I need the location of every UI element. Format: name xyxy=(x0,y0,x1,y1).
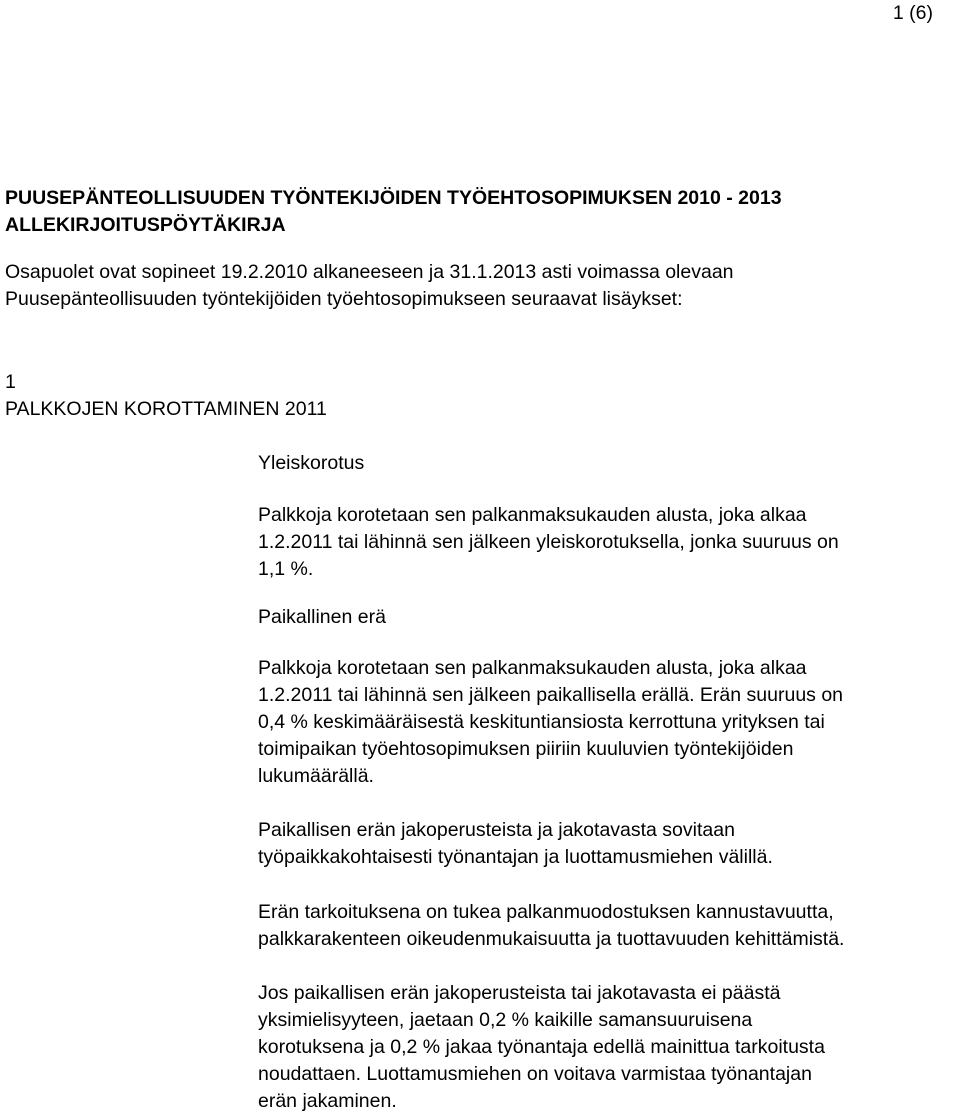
section-number: 1 xyxy=(5,371,16,393)
document-title xyxy=(5,185,782,239)
subheading-general-raise: Yleiskorotus xyxy=(258,452,365,474)
paragraph-line: noudattaen. Luottamusmiehen on voitava varmistaa työnantajan xyxy=(258,1063,812,1085)
paragraph-line: Jos paikallisen erän jakoperusteista tai jakotavasta ei päästä xyxy=(258,982,781,1004)
paragraph-line: erän jakaminen. xyxy=(258,1090,397,1112)
paragraph-line: 1.2.2011 tai lähinnä sen jälkeen yleiskorotuksella, jonka suuruus on xyxy=(258,531,839,553)
local-pot-paragraph-4 xyxy=(258,980,825,1115)
paragraph-line: työpaikkakohtaisesti työnantajan ja luottamusmiehen välillä. xyxy=(258,846,773,868)
section-title: PALKKOJEN KOROTTAMINEN 2011 xyxy=(5,398,327,420)
document-title-line: PUUSEPÄNTEOLLISUUDEN TYÖNTEKIJÖIDEN TYÖEHTOSOPIMUKSEN 2010 - 2013 xyxy=(5,187,782,209)
paragraph-line: 0,4 % keskimääräisestä keskituntiansiosta kerrottuna yrityksen tai xyxy=(258,711,825,733)
intro-paragraph xyxy=(5,259,734,313)
paragraph-line: Palkkoja korotetaan sen palkanmaksukauden alusta, joka alkaa xyxy=(258,657,807,679)
paragraph-line: 1,1 %. xyxy=(258,558,314,580)
paragraph-line: Erän tarkoituksena on tukea palkanmuodostuksen kannustavuutta, xyxy=(258,901,834,923)
paragraph-line: yksimielisyyteen, jaetaan 0,2 % kaikille samansuuruisena xyxy=(258,1009,753,1031)
local-pot-paragraph-1 xyxy=(258,655,843,790)
paragraph-line: lukumäärällä. xyxy=(258,765,374,787)
paragraph-line: toimipaikan työehtosopimuksen piiriin kuuluvien työntekijöiden xyxy=(258,738,794,760)
paragraph-line: Palkkoja korotetaan sen palkanmaksukauden alusta, joka alkaa xyxy=(258,504,807,526)
subheading-local-pot: Paikallinen erä xyxy=(258,606,386,628)
document-title-line: ALLEKIRJOITUSPÖYTÄKIRJA xyxy=(5,214,286,236)
general-raise-paragraph xyxy=(258,502,839,583)
paragraph-line: Paikallisen erän jakoperusteista ja jakotavasta sovitaan xyxy=(258,819,735,841)
paragraph-line: korotuksena ja 0,2 % jakaa työnantaja edellä mainittua tarkoitusta xyxy=(258,1036,825,1058)
paragraph-line: 1.2.2011 tai lähinnä sen jälkeen paikallisella erällä. Erän suuruus on xyxy=(258,684,844,706)
page-number: 1 (6) xyxy=(892,2,933,24)
intro-line: Puusepänteollisuuden työntekijöiden työehtosopimukseen seuraavat lisäykset: xyxy=(5,288,683,310)
local-pot-paragraph-3 xyxy=(258,899,844,953)
paragraph-line: palkkarakenteen oikeudenmukaisuutta ja tuottavuuden kehittämistä. xyxy=(258,928,845,950)
local-pot-paragraph-2 xyxy=(258,817,773,871)
intro-line: Osapuolet ovat sopineet 19.2.2010 alkaneeseen ja 31.1.2013 asti voimassa olevaan xyxy=(5,261,734,283)
